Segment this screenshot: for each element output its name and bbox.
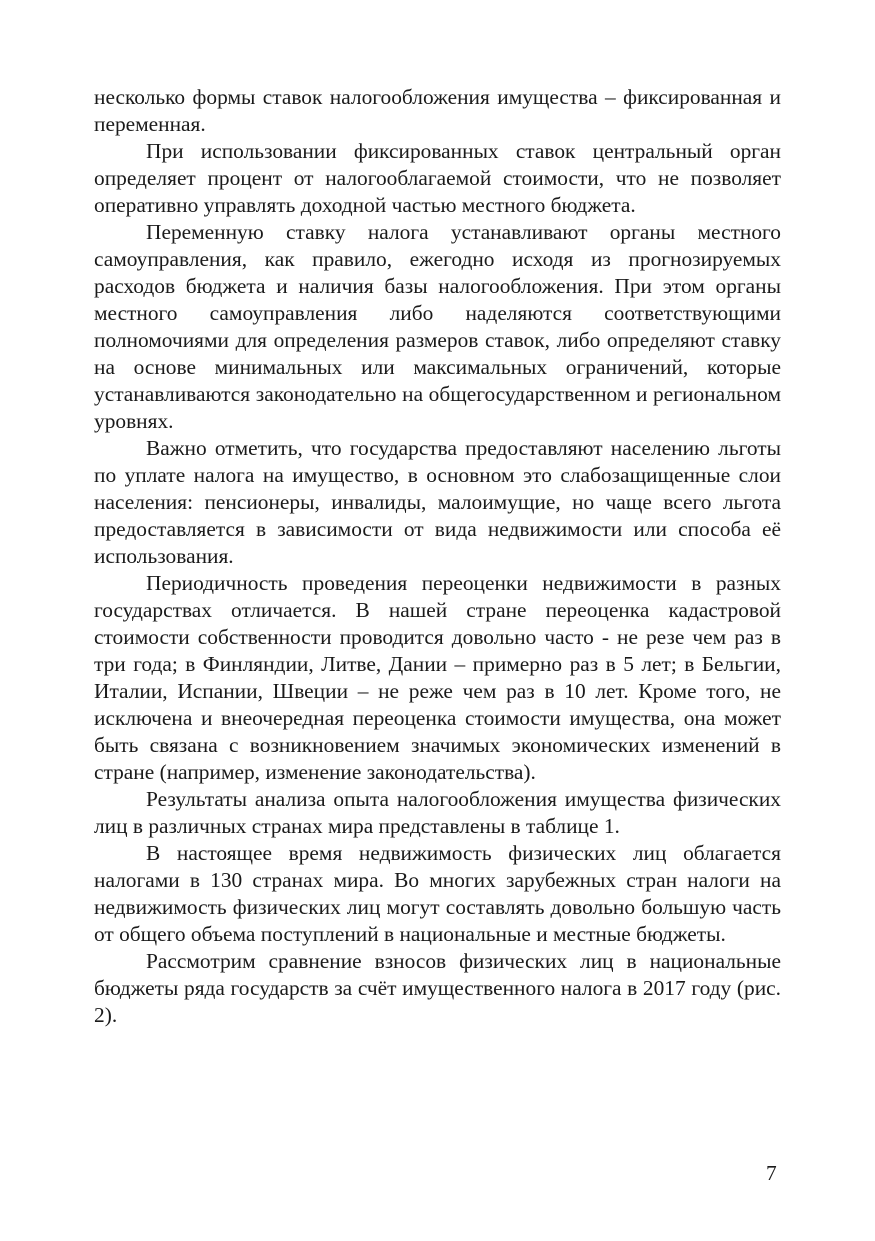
- paragraph-5-line-9: изменение законодательства).: [265, 760, 536, 784]
- paragraph-7-line-4: большую часть от общего объема поступлений в национальные и: [94, 895, 782, 946]
- paragraph-3-line-3: расходов бюджета и наличия базы налогообложения. При этом: [94, 274, 705, 298]
- paragraph-5: [94, 570, 781, 786]
- paragraph-7-line-2: налогами в 130 странах мира. Во многих зарубежных стран налоги: [94, 868, 750, 892]
- paragraph-2-line-4: бюджета.: [550, 193, 636, 217]
- paragraph-5-line-2: разных государствах отличается. В нашей стране переоценка: [94, 571, 781, 622]
- paragraph-1-line-2: фиксированная и переменная.: [94, 85, 781, 136]
- paragraph-5-line-5: раз в 5 лет; в Бельгии, Италии, Испании, Швеции – не реже чем раз: [94, 652, 781, 703]
- paragraph-3-line-2: самоуправления, как правило, ежегодно исходя из прогнозируемых: [94, 247, 781, 271]
- paragraph-8-line-2: национальные бюджеты ряда государств за счёт имущественного: [94, 949, 781, 1000]
- paragraph-8-line-1: Рассмотрим сравнение взносов физических лиц в: [146, 949, 637, 973]
- paragraph-4-line-5: от вида недвижимости или способа её использования.: [94, 517, 781, 568]
- paragraph-3-line-6: ставок, либо определяют ставку на основе минимальных или: [94, 328, 781, 379]
- paragraph-7: [94, 840, 781, 948]
- paragraph-1: [94, 84, 781, 138]
- paragraph-4-line-1: Важно отметить, что государства предоставляют населению: [146, 436, 710, 460]
- paragraph-6-line-1: Результаты анализа опыта налогообложения имущества: [146, 787, 666, 811]
- paragraph-3-line-1: Переменную ставку налога устанавливают органы местного: [146, 220, 781, 244]
- paragraph-7-line-5: местные бюджеты.: [553, 922, 726, 946]
- paragraph-5-line-6: в 10 лет. Кроме того, не исключена и внеочередная переоценка: [94, 679, 781, 730]
- paragraph-1-line-1: несколько формы ставок налогообложения имущества –: [94, 85, 616, 109]
- paragraph-3-line-7: максимальных ограничений, которые устанавливаются: [94, 355, 781, 406]
- paragraph-4-line-4: малоимущие, но чаще всего льгота предоставляется в зависимости: [94, 490, 782, 541]
- paragraph-8: [94, 948, 781, 1029]
- paragraph-5-line-8: значимых экономических изменений в стране (например,: [94, 733, 781, 784]
- paragraph-2: [94, 138, 781, 219]
- paragraph-5-line-4: не резе чем раз в три года; в Финляндии, Литве, Дании – примерно: [94, 625, 781, 676]
- paragraph-2-line-3: позволяет оперативно управлять доходной частью местного: [94, 166, 781, 217]
- paragraph-3-line-8: законодательно на общегосударственном и региональном уровнях.: [94, 382, 781, 433]
- paragraph-7-line-1: В настоящее время недвижимость физических лиц облагается: [146, 841, 781, 865]
- paragraph-6-line-2: физических лиц в различных странах мира представлены в таблице: [94, 787, 781, 838]
- paragraph-3: [94, 219, 781, 435]
- paragraph-5-line-1: Периодичность проведения переоценки недвижимости в: [146, 571, 702, 595]
- document-body: [94, 84, 781, 1029]
- paragraph-5-line-3: кадастровой стоимости собственности проводится довольно часто -: [94, 598, 781, 649]
- paragraph-2-line-1: При использовании фиксированных ставок центральный орган: [146, 139, 781, 163]
- page-number: 7: [766, 1161, 777, 1185]
- paragraph-5-line-7: стоимости имущества, она может быть связана с возникновением: [94, 706, 781, 757]
- paragraph-3-line-5: соответствующими полномочиями для определения размеров: [94, 301, 781, 352]
- paragraph-7-line-3: на недвижимость физических лиц могут составлять довольно: [94, 868, 781, 919]
- paragraph-4-line-2: льготы по уплате налога на имущество, в основном это: [94, 436, 781, 487]
- paragraph-6: [94, 786, 781, 840]
- paragraph-4: [94, 435, 781, 570]
- paragraph-3-line-4: органы местного самоуправления либо наделяются: [94, 274, 781, 325]
- paragraph-6-line-3: 1.: [603, 814, 620, 838]
- paragraph-2-line-2: определяет процент от налогооблагаемой стоимости, что не: [94, 166, 679, 190]
- paragraph-4-line-3: слабозащищенные слои населения: пенсионеры, инвалиды,: [94, 463, 781, 514]
- paragraph-8-line-3: налога в 2017 году (рис. 2).: [94, 976, 781, 1027]
